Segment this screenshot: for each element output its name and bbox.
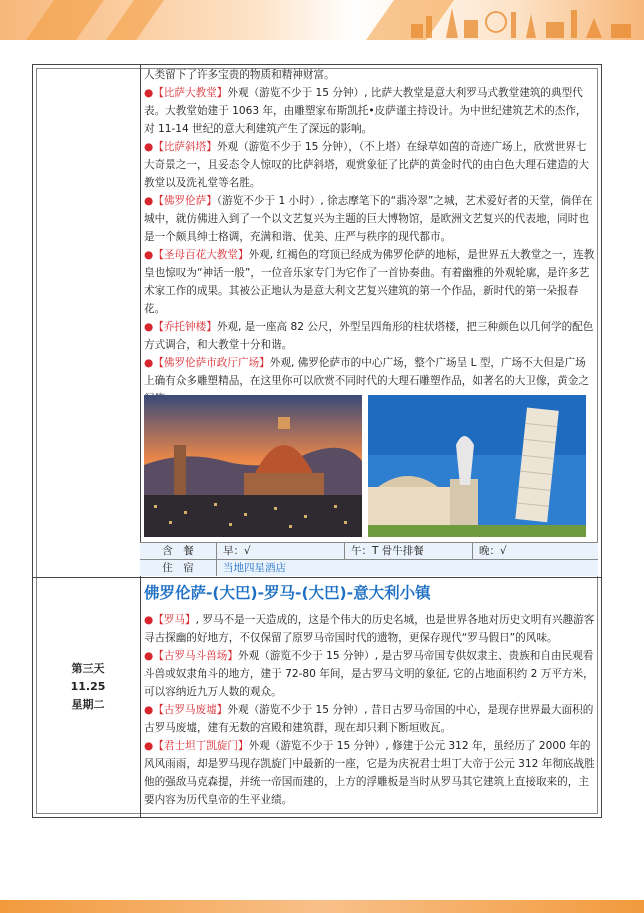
pisa-leaning-tower-photo xyxy=(368,395,586,537)
day3-description xyxy=(144,611,596,809)
attraction-leaning-tower: ●【比萨斜塔】外观（游览不少于 15 分钟），（不上塔）在绿草如茵的奇迹广场上，欣赏世界七大奇景之一，且妥态令人惊叹的比萨斜塔，观赏象征了比萨的黄金时代的由白色大理石建造的大教堂以及洗礼堂等名胜。 xyxy=(144,141,589,189)
day-date: 11.25 xyxy=(70,680,106,693)
attraction-roman-ruins: ●【古罗马废墟】外观（游览不少于 15 分钟）, 昔日古罗马帝国的中心，是现存世界最大面积的古罗马废墟，建有无数的宫殿和建筑群，现在却只剩下断垣败瓦。 xyxy=(144,704,594,734)
footer-band xyxy=(0,900,644,913)
attraction-rome: ●【罗马】, 罗马不是一天造成的，这是个伟大的历史名城，也是世界各地对历史文明有兴趣游客寻古探幽的好地方，不仅保留了原罗马帝国时代的遗物，更保存现代“罗马假日”的风味。 xyxy=(144,614,595,644)
attraction-arch-of-constantine: ●【君士坦丁凯旋门】外观（游览不少于 15 分钟）, 修建于公元 312 年，虽经历了 2000 年的风风雨雨，却是罗马现存凯旋门中最新的一座，它是为庆祝君士坦丁大帝于公元 312 年彻底战胜他的强敌马克森提，并统一帝国而建的，上方的浮雕板是当时从罗马其它建筑上直接取来的，主要内容为历代皇帝的生平业绩。 xyxy=(144,740,595,806)
attraction-colosseum: ●【古罗马斗兽场】外观（游览不少于 15 分钟）, 是古罗马帝国专供奴隶主、贵族和自由民观看斗兽或奴隶角斗的地方，建于 72-80 年间，是古罗马文明的象征, 它的占地面积约 2 万平方米，可以容纳近九万人数的观众。 xyxy=(144,650,594,698)
day-number: 第三天 xyxy=(71,662,105,675)
day-weekday: 星期二 xyxy=(71,698,105,711)
header-banner xyxy=(0,0,644,40)
florence-dome-sunset-photo xyxy=(144,395,362,537)
row-divider xyxy=(32,577,602,578)
attraction-florence: ●【佛罗伦萨】（游览不少于 1 小时）, 徐志摩笔下的“翡冷翠”之城，艺术爱好者的天堂，倘佯在城中，就仿佛进入到了一个以文艺复兴为主题的巨大博物馆，是欧洲文艺复兴的代表地，同时也是一个颇具绅士格调，充满和谐、优美、庄严与秩序的现代都市。 xyxy=(144,195,593,243)
day2-description xyxy=(144,66,596,408)
attraction-florence-cathedral: ●【圣母百花大教堂】外观, 红褐色的穹顶已经成为佛罗伦萨的地标，是世界五大教堂之一，连教皇也惊叹为“神话一般”，一位音乐家专门为它作了一首协奏曲。有着幽雅的外观轮廓，是许多艺术家工作的成果。其被公正地认为是意大利文艺复兴建筑的第一个作品，新时代的第一朵报春花。 xyxy=(144,249,595,315)
hotel-row xyxy=(140,559,598,576)
attraction-pisa-cathedral: ●【比萨大教堂】外观（游览不少于 15 分钟）, 比萨大教堂是意大利罗马式教堂建筑的典型代表。大教堂始建于 1063 年，由雕塑家布斯凯托•皮萨谨主持设计。为中世纪建筑艺术的杰作，对 11-14 世纪的意大利建筑产生了深远的影响。 xyxy=(144,87,587,135)
attraction-giotto-bell-tower: ●【乔托钟楼】外观, 是一座高 82 公尺，外型呈四角形的柱状塔楼，把三种颜色以几何学的配色方式调合，和大教堂十分和谐。 xyxy=(144,321,594,351)
city-skyline-icon xyxy=(406,2,636,38)
lunch-cell: 午：T 骨牛排餐 xyxy=(344,543,472,559)
meals-row xyxy=(140,542,598,559)
column-divider xyxy=(140,64,141,818)
dinner-cell: 晚：√ xyxy=(472,543,598,559)
day3-route-title: 佛罗伦萨-(大巴)-罗马-(大巴)-意大利小镇 xyxy=(144,584,431,602)
meals-label: 含 餐 xyxy=(162,545,194,557)
day2-intro-line: 人类留下了许多宝贵的物质和精神财富。 xyxy=(144,69,335,81)
hotel-label: 住 宿 xyxy=(162,562,194,574)
breakfast-cell: 早：√ xyxy=(216,543,344,559)
hotel-value: 当地四星酒店 xyxy=(216,560,598,576)
attraction-signoria-square: ●【佛罗伦萨市政厅广场】外观, 佛罗伦萨市的中心广场，整个广场呈 L 型，广场不大但是广场上确有众多雕塑精品，在这里你可以欣赏不同时代的大理石雕塑作品，如著名的大卫像，黄金之 xyxy=(144,357,589,387)
day3-label xyxy=(36,660,140,714)
